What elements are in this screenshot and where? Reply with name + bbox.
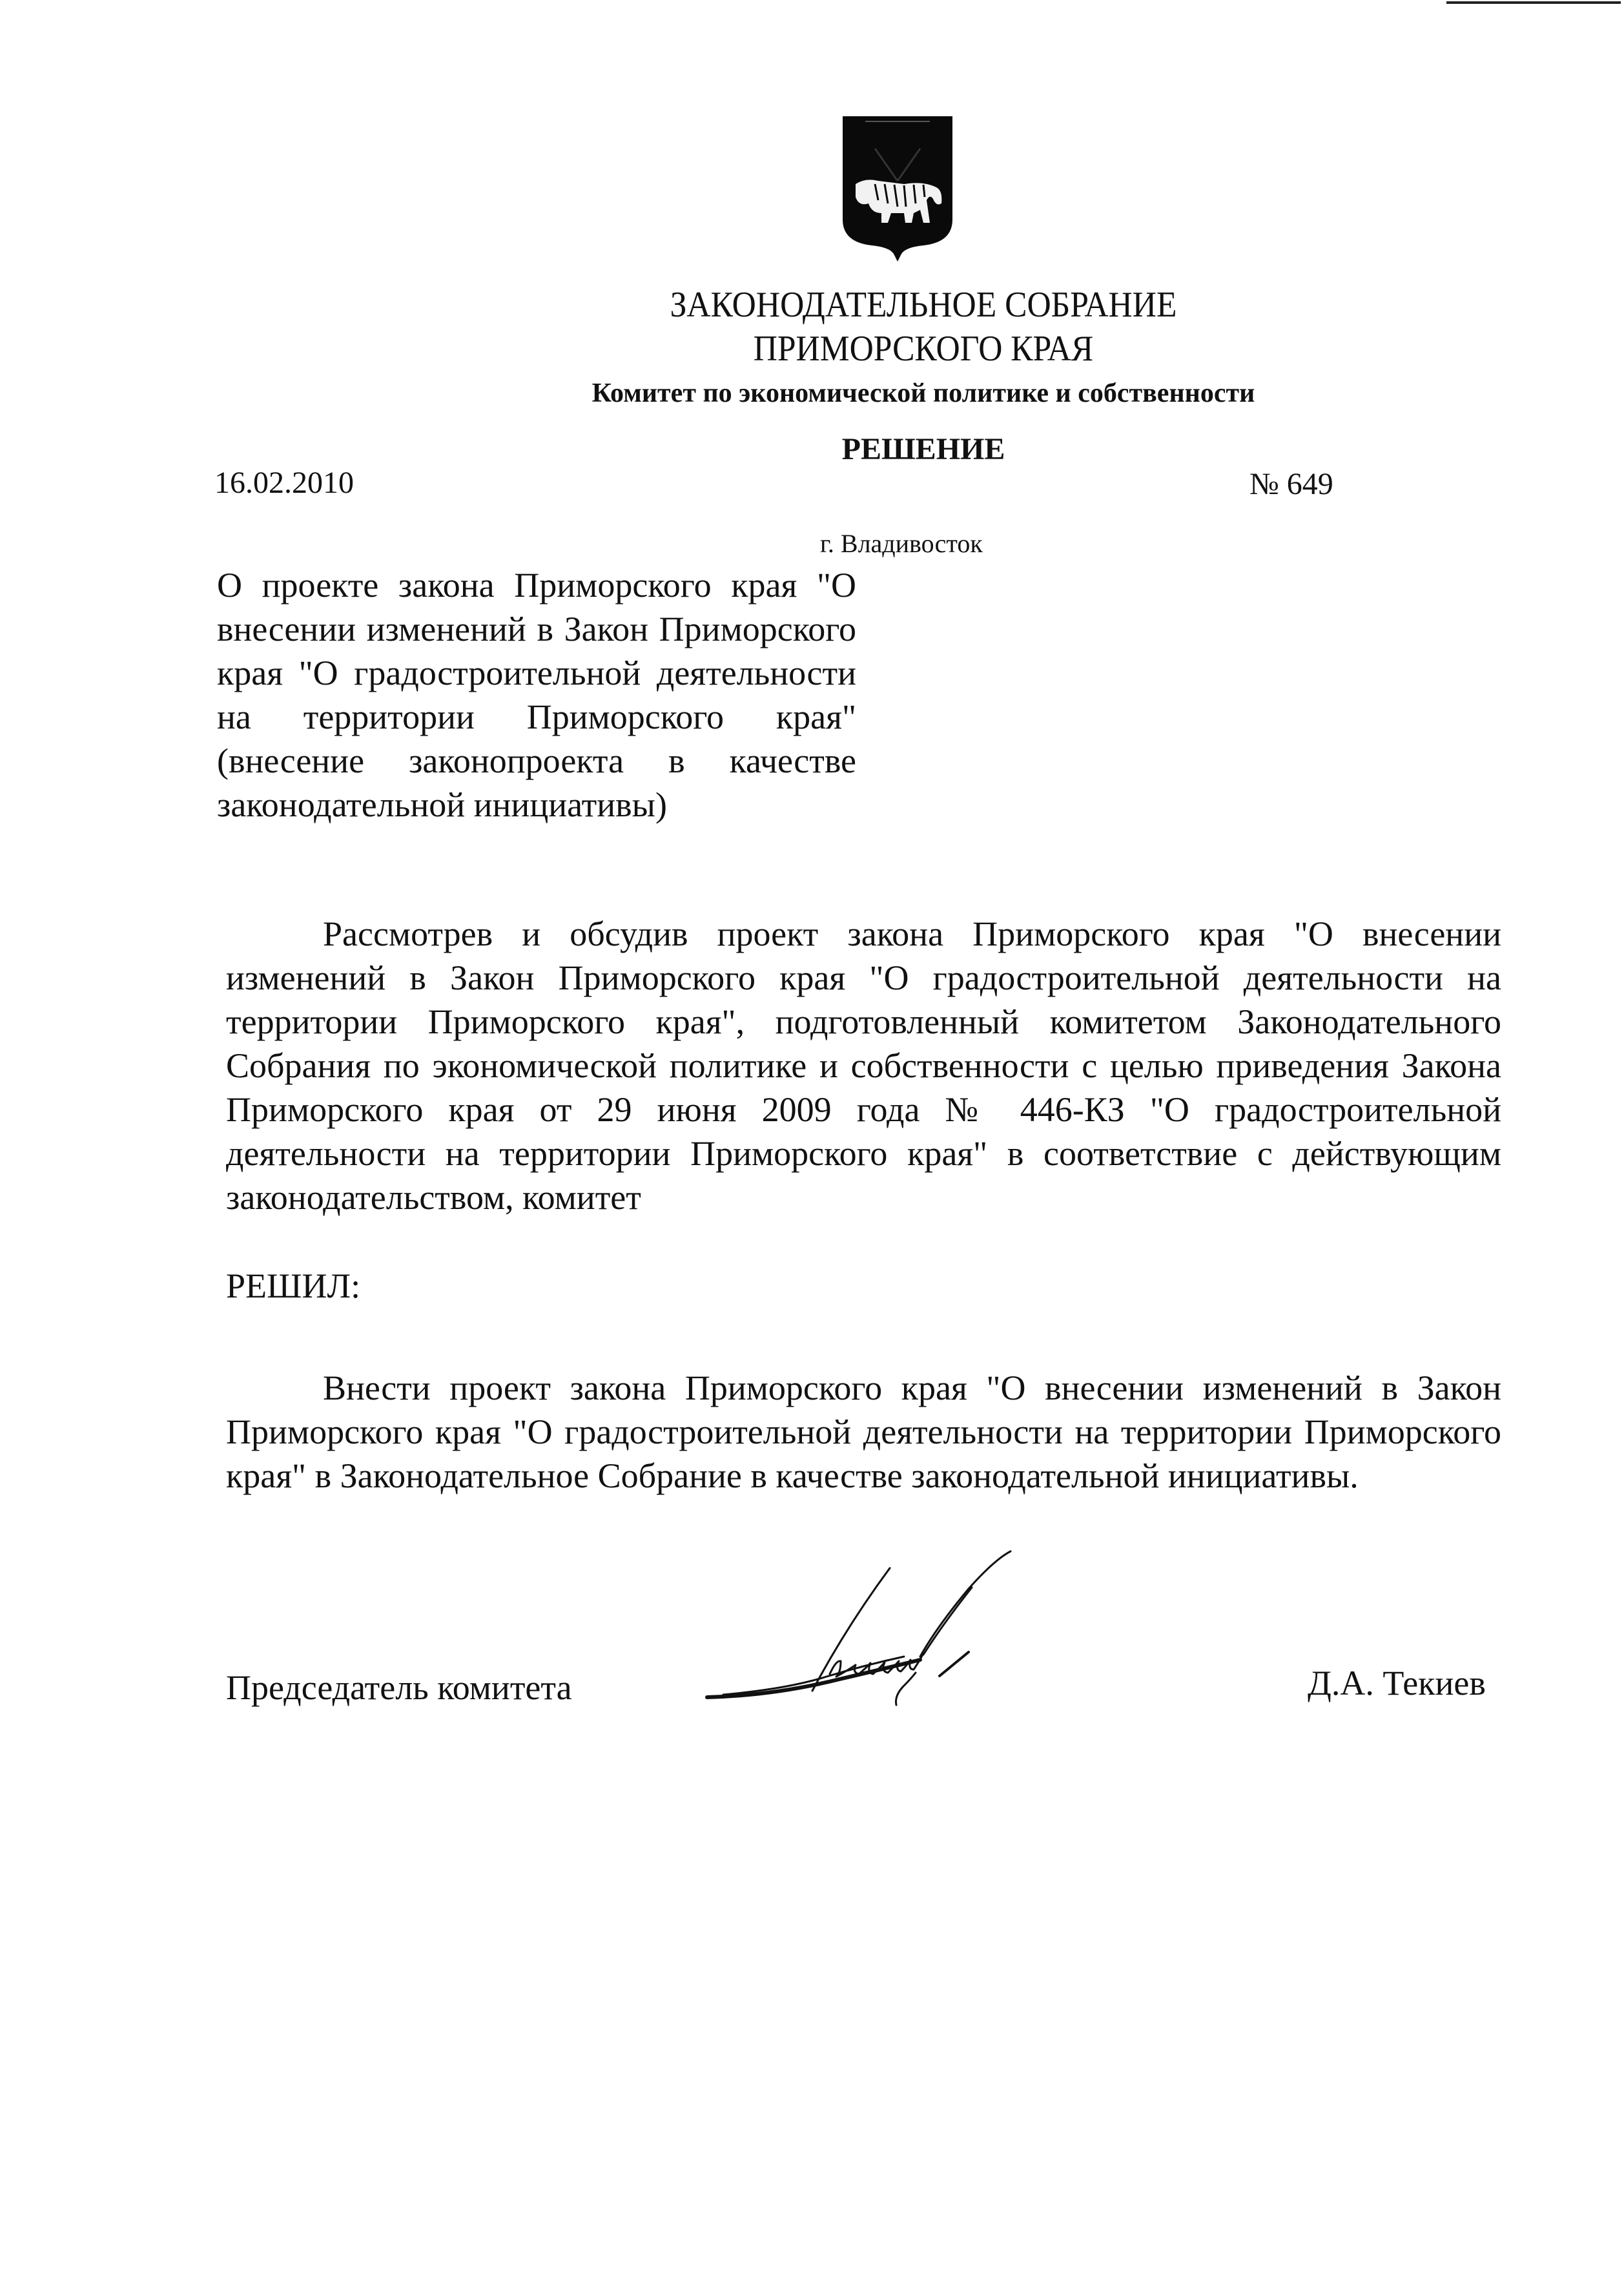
document-city: г. Владивосток	[820, 529, 983, 558]
signatory-name: Д.А. Текиев	[1308, 1664, 1486, 1702]
document-subject: О проекте закона Приморского края "О внесении изменений в Закон Приморского края "О градостроительной деятельности на территории Приморского края" (внесение законопроекта в качестве законодательной инициативы)	[217, 566, 856, 824]
coat-of-arms-icon	[839, 116, 956, 262]
document-date: 16.02.2010	[214, 466, 354, 500]
body-paragraph-1: Рассмотрев и обсудив проект закона Приморского края "О внесении изменений в Закон Приморского края "О градостроительной деятельности на территории Приморского края", подготовленный комитетом Законодательного Собрания по экономической политике и собственности с целью приведения Закона Приморского края от 29 июня 2009 года № 446-КЗ "О градостроительной деятельности на территории Приморского края" в соответствие с действующим законодательством, комитет	[226, 915, 1501, 1217]
body-paragraph-2: Внести проект закона Приморского края "О внесении изменений в Закон Приморского края "О градостроительной деятельности на территории Приморского края" в Законодательное Собрание в качестве законодательной инициативы.	[226, 1369, 1501, 1495]
document-number: № 649	[1249, 467, 1333, 501]
committee-name: Комитет по экономической политике и собственности	[591, 378, 1255, 408]
signatory-title: Председатель комитета	[226, 1668, 572, 1707]
document-type: РЕШЕНИЕ	[841, 432, 1005, 466]
handwritten-signature-icon	[697, 1550, 1214, 1770]
decided-heading: РЕШИЛ:	[226, 1266, 361, 1305]
scan-edge-line	[1446, 1, 1621, 4]
organization-name-line1: ЗАКОНОДАТЕЛЬНОЕ СОБРАНИЕ	[670, 285, 1177, 325]
organization-name-line2: ПРИМОРСКОГО КРАЯ	[753, 329, 1094, 369]
